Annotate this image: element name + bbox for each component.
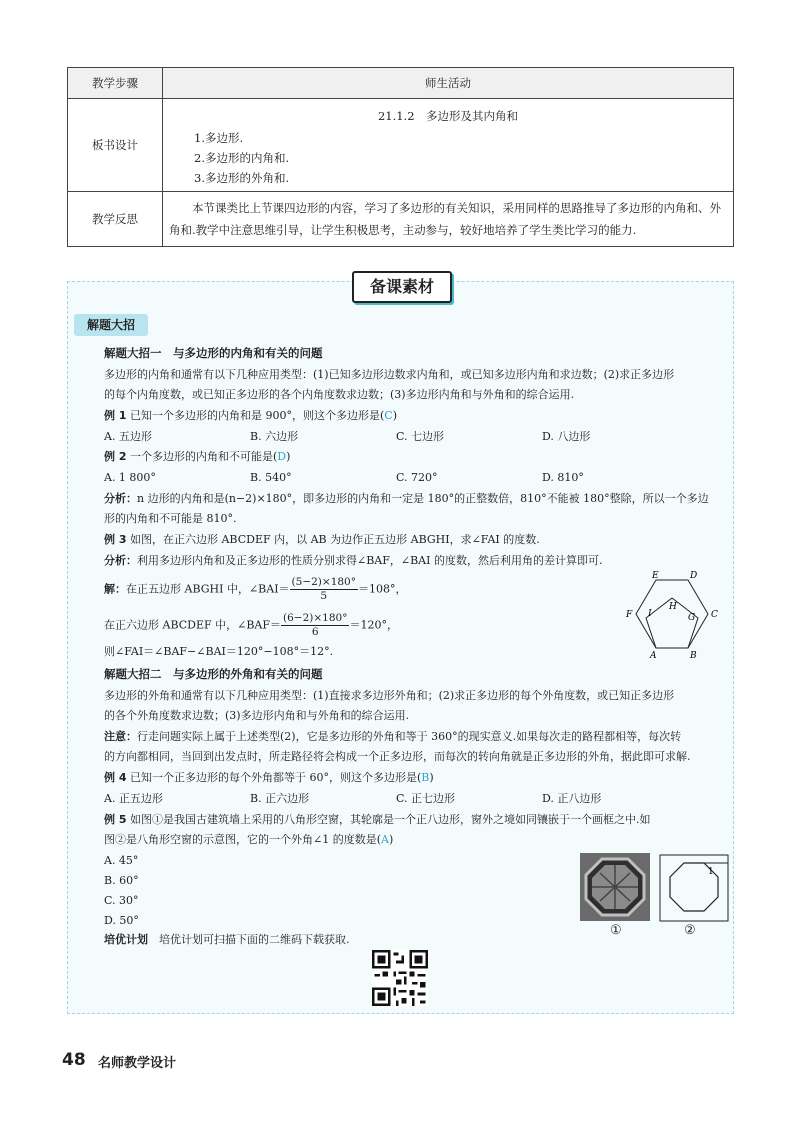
board-title: 21.1.2 多边形及其内角和	[377, 109, 519, 123]
section-banner: 备课素材	[352, 271, 452, 303]
fig2-caption: ②	[684, 923, 696, 938]
fraction	[281, 612, 349, 639]
example-5-cont	[104, 832, 393, 848]
question-text: 如图，在正六边形 ABCDEF 内，以 AB 为边作正五边形 ABGHI，求∠FAI 的度数.	[129, 533, 540, 546]
option: A. 1 800°	[104, 471, 156, 484]
option: B. 60°	[104, 874, 139, 887]
option: A. 45°	[104, 854, 139, 867]
example-3	[104, 532, 540, 548]
board-item: 2.多边形的内角和.	[194, 151, 290, 165]
answer: C	[384, 409, 393, 422]
question-text: 如图①是我国古建筑墙上采用的八角形空窗，其轮廓是一个正八边形，窗外之境如同镶嵌于一个画框之中.如	[129, 813, 651, 826]
solution-label: 解：	[104, 582, 126, 596]
denominator: 5	[320, 590, 328, 602]
board-item: 1.多边形.	[194, 131, 244, 145]
page-number: 48	[62, 1050, 86, 1070]
example-1	[104, 408, 397, 424]
sec1-intro: 的每个内角度数，或已知正多边形的各个内角度数求边数；(3)多边形内角和与外角和的综合运用.	[104, 388, 575, 401]
octagon-window-photo	[580, 853, 650, 921]
example-4	[104, 770, 434, 786]
analysis-text: n 边形的内角和是(n−2)×180°，即多边形的内角和一定是 180°的正整数倍，810°不能被 180°整除，所以一个多边	[137, 492, 709, 505]
qr-code-icon[interactable]	[372, 950, 428, 1006]
denominator: 6	[311, 626, 319, 638]
label-d: D	[690, 571, 698, 581]
example-2	[104, 449, 290, 465]
answer: B	[421, 771, 430, 784]
label-i: I	[648, 609, 652, 619]
analysis-text: 形的内角和不可能是 810°.	[104, 512, 237, 525]
option: A. 正五边形	[104, 792, 163, 805]
board-item: 3.多边形的外角和.	[194, 171, 290, 185]
solution-text: 在正六边形 ABCDEF 中，∠BAF＝	[104, 618, 281, 632]
question-text: 已知一个正多边形的每个外角都等于 60°，则这个多边形是(	[129, 771, 422, 784]
label-h: H	[669, 602, 677, 612]
example-label: 例 4	[104, 771, 127, 784]
option: C. 七边形	[396, 430, 445, 443]
label-f: F	[626, 610, 633, 620]
example-label: 例 3	[104, 533, 127, 546]
lesson-plan-table	[67, 67, 734, 247]
board-design-cell	[163, 99, 734, 192]
example-label: 例 5	[104, 813, 127, 826]
numerator: (6−2)×180°	[283, 612, 348, 624]
plan-line	[104, 932, 350, 948]
option: C. 正七边形	[396, 792, 456, 805]
analysis-text: 利用多边形内角和及正多边形的性质分别求得∠BAF，∠BAI 的度数，然后利用角的差计算即可.	[137, 554, 603, 567]
solution-line-2	[104, 612, 398, 639]
option: B. 540°	[250, 471, 292, 484]
sec2-intro: 的各个外角度数求边数；(3)多边形内角和与外角和的综合运用.	[104, 709, 410, 722]
analysis-3	[104, 553, 602, 569]
angle-label: 1	[708, 867, 714, 877]
option: D. 50°	[104, 914, 139, 927]
sec2-title: 解题大招二 与多边形的外角和有关的问题	[104, 667, 323, 681]
option: C. 720°	[396, 471, 438, 484]
example-label: 例 2	[104, 450, 127, 463]
fraction	[290, 576, 358, 603]
example-label: 例 1	[104, 409, 127, 422]
plan-label: 培优计划	[104, 933, 148, 946]
close-paren: )	[392, 409, 397, 422]
solution-line-1	[104, 576, 407, 603]
note	[104, 729, 681, 745]
question-text: 一个多边形的内角和不可能是(	[129, 450, 278, 463]
analysis-label: 分析：	[104, 554, 137, 567]
option: B. 六边形	[250, 430, 299, 443]
table-header-step: 教学步骤	[68, 68, 163, 99]
reflection-text: 本节课类比上节课四边形的内容，学习了多边形的有关知识，采用同样的思路推导了多边形的内角和、外角和.教学中注意思维引导，让学生积极思考，主动参与，较好地培养了学生类比学习的能力.	[163, 192, 734, 247]
hexagon-pentagon-figure	[622, 568, 732, 660]
analysis-2	[104, 491, 709, 507]
option: B. 正六边形	[250, 792, 310, 805]
hexagon-shape	[636, 580, 708, 648]
question-text: 图②是八角形空窗的示意图，它的一个外角∠1 的度数是(	[104, 833, 382, 846]
book-title: 名师教学设计	[98, 1056, 177, 1071]
option: A. 五边形	[104, 430, 152, 443]
solution-line-3: 则∠FAI＝∠BAF−∠BAI＝120°−108°＝12°.	[104, 645, 334, 658]
octagon-diagram	[656, 853, 732, 923]
table-header-activity: 师生活动	[163, 68, 734, 99]
option: D. 正八边形	[542, 792, 602, 805]
question-text: 已知一个多边形的内角和是 900°，则这个多边形是(	[129, 409, 385, 422]
note-text: 行走问题实际上属于上述类型(2)，它是多边形的外角和等于 360°的现实意义.如果每次走的路程都相等，每次转	[137, 730, 682, 743]
solution-text: ＝108°，	[358, 582, 407, 596]
fig1-caption: ①	[610, 923, 622, 938]
sec1-intro: 多边形的内角和通常有以下几种应用类型：(1)已知多边形边数求内角和，或已知多边形内角和求边数；(2)求正多边形	[104, 368, 675, 381]
plan-text: 培优计划可扫描下面的二维码下载获取.	[159, 933, 350, 946]
answer: D	[277, 450, 287, 463]
example-5	[104, 812, 650, 828]
octagon-window-image	[580, 853, 650, 921]
note-text: 的方向都相同，当回到出发点时，所走路径将会构成一个正多边形，而每次的转向角就是正多边形的外角，据此即可求解.	[104, 750, 691, 763]
solution-text: ＝120°，	[349, 618, 398, 632]
close-paren: )	[388, 833, 394, 846]
solution-text: 在正五边形 ABGHI 中，∠BAI＝	[126, 582, 290, 596]
option: C. 30°	[104, 894, 139, 907]
label-c: C	[711, 610, 718, 620]
label-a: A	[650, 651, 657, 660]
label-g: G	[688, 613, 696, 623]
section-tag: 解题大招	[74, 314, 148, 336]
close-paren: )	[286, 450, 291, 463]
sec2-intro: 多边形的外角和通常有以下几种应用类型：(1)直接求多边形外角和；(2)求正多边形的每个外角度数，或已知正多边形	[104, 689, 675, 702]
note-label: 注意：	[104, 730, 137, 743]
close-paren: )	[429, 771, 434, 784]
option: D. 810°	[542, 471, 584, 484]
sec1-title: 解题大招一 与多边形的内角和有关的问题	[104, 346, 323, 360]
option: D. 八边形	[542, 430, 591, 443]
label-e: E	[652, 571, 659, 581]
board-design-label: 板书设计	[68, 99, 163, 192]
reflection-label: 教学反思	[68, 192, 163, 247]
analysis-label: 分析：	[104, 492, 137, 505]
answer: A	[381, 833, 389, 846]
numerator: (5−2)×180°	[291, 576, 356, 588]
label-b: B	[690, 651, 697, 660]
